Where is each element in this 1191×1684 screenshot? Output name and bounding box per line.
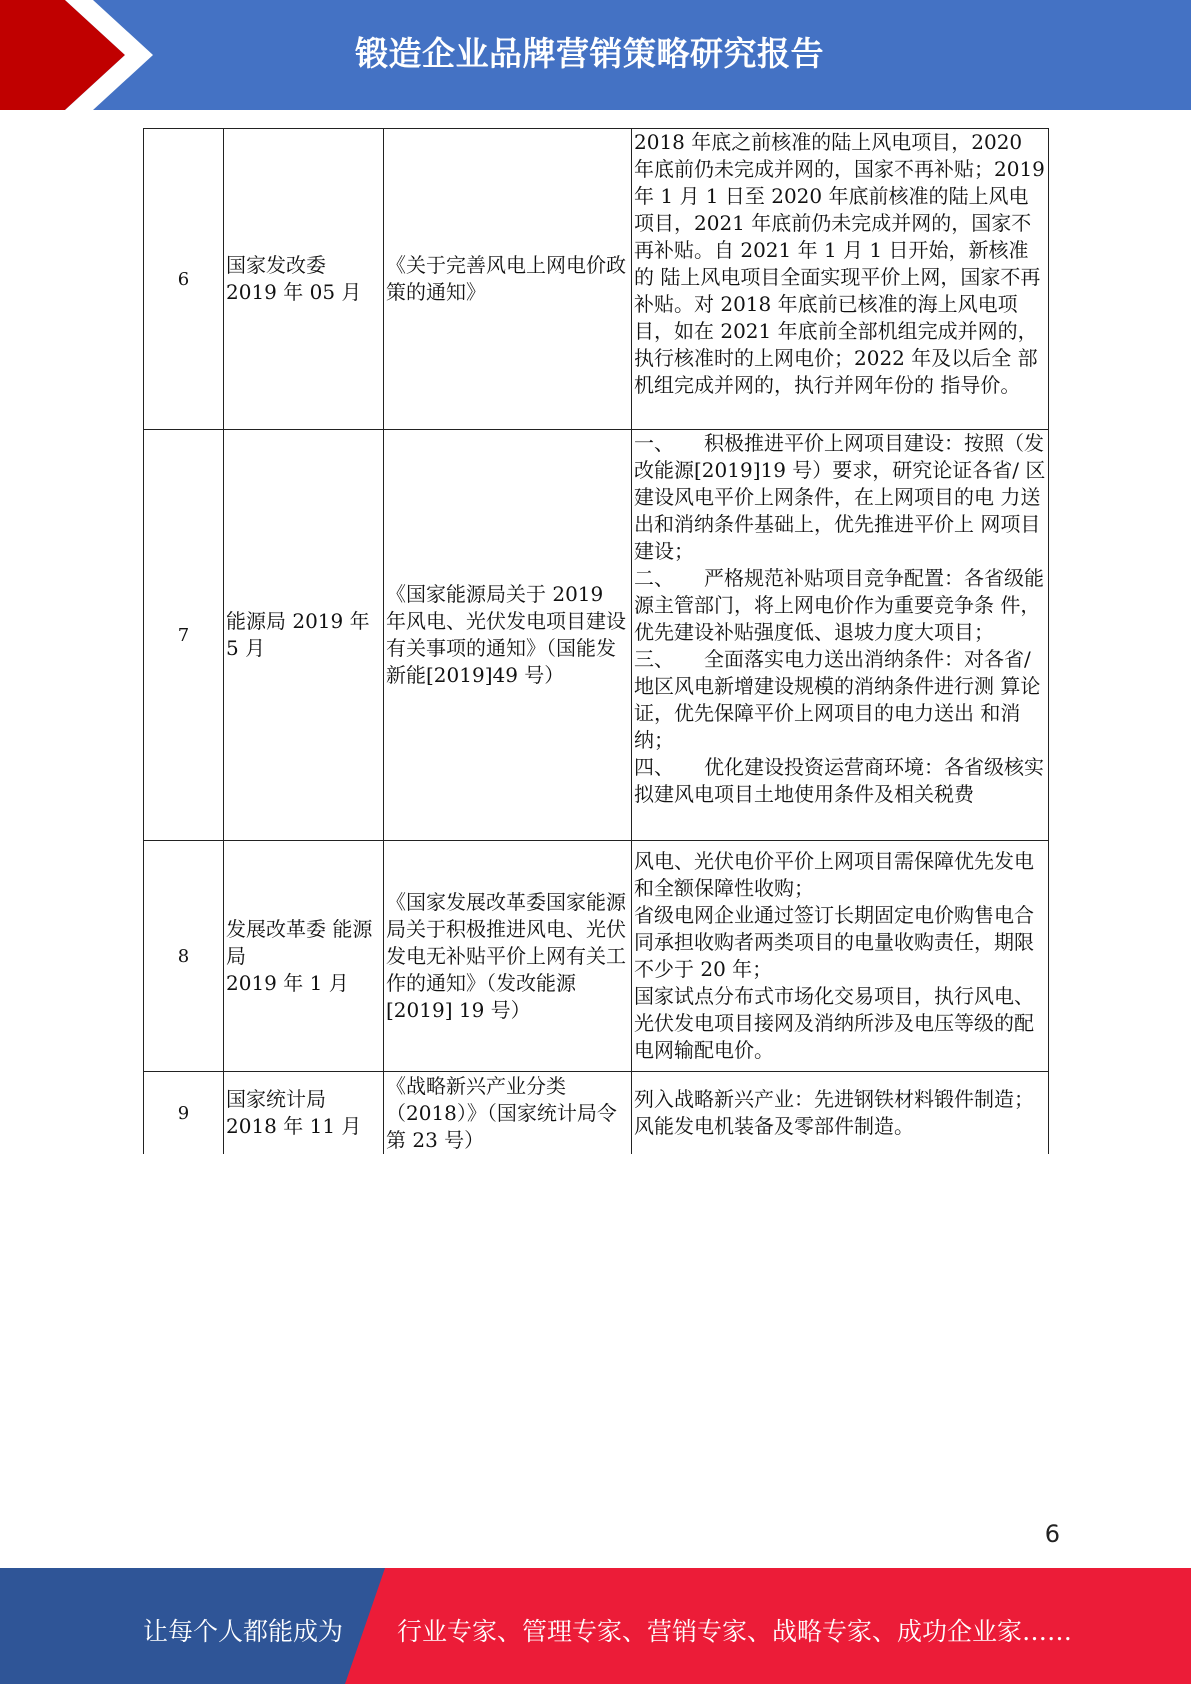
issuer-line: 能源局 2019 年 5 月 bbox=[226, 609, 370, 660]
content-cell bbox=[632, 430, 1048, 840]
content-paragraph: 省级电网企业通过签订长期固定电价购售电合同承担收购者两类项目的电量收购责任，期限不少于 20 年； bbox=[634, 903, 1034, 981]
issuer-line: 国家统计局 bbox=[226, 1087, 326, 1111]
content-paragraph: 2018 年底之前核准的陆上风电项目，2020 年底前仍未完成并网的，国家不再补贴；2019 年 1 月 1 日至 2020 年底前核准的陆上风电项目，2021 年底前仍未完成并网的，国家不再补贴。自 2021 年 1 月 1 日开始，新核准的 陆上风电项目全面实现平价上网，国家不再 补贴。对 2018 年底前已核准的海上风电项 目，如在 2021 年底前全部机组完成并网的， 执行核准时的上网电价；2022 年及以后全 部机组完成并网的，执行并网年份的 指导价。 bbox=[634, 130, 1045, 397]
row-number: 7 bbox=[144, 430, 224, 840]
document-title: 《国家能源局关于 2019 年风电、光伏发电项目建设有关事项的通知》（国能发新能[2019]49 号） bbox=[386, 582, 626, 687]
issuer-line: 2019 年 1 月 bbox=[226, 970, 349, 995]
footer-slogan-right: 行业专家、管理专家、营销专家、战略专家、成功企业家…… bbox=[397, 1617, 1073, 1646]
row-number: 8 bbox=[144, 841, 224, 1071]
content-cell bbox=[632, 1072, 1048, 1154]
document-cell bbox=[384, 430, 632, 840]
page-number: 6 bbox=[1044, 1520, 1060, 1548]
document-cell bbox=[384, 1072, 632, 1154]
document-title: 《国家发展改革委国家能源局关于积极推进风电、光伏发电无补贴平价上网有关工作的通知》（发改能源[2019] 19 号） bbox=[386, 889, 626, 1022]
content-paragraph: 二、 严格规范补贴项目竞争配置：各省级能 源主管部门，将上网电价作为重要竞争条 件，优先建设补贴强度低、退坡力度大项目； bbox=[634, 566, 1044, 644]
issuer-cell bbox=[224, 841, 384, 1071]
issuer-line: 2019 年 05 月 bbox=[226, 280, 362, 304]
document-title: 《战略新兴产业分类（2018）》（国家统计局令第 23 号） bbox=[386, 1073, 617, 1152]
content-paragraph: 国家试点分布式市场化交易项目，执行风电、光伏发电项目接网及消纳所涉及电压等级的配电网输配电价。 bbox=[634, 984, 1034, 1062]
page-footer bbox=[0, 1568, 1191, 1684]
content-cell bbox=[632, 841, 1048, 1071]
footer-slogan-left: 让每个人都能成为 bbox=[143, 1617, 344, 1646]
page-header bbox=[0, 0, 1191, 110]
content-paragraph: 风电、光伏电价平价上网项目需保障优先发电和全额保障性收购； bbox=[634, 849, 1034, 900]
report-title: 锻造企业品牌营销策略研究报告 bbox=[355, 34, 824, 73]
table-row bbox=[144, 841, 1048, 1072]
issuer-line: 国家发改委 bbox=[226, 253, 326, 277]
row-number: 9 bbox=[144, 1072, 224, 1154]
row-number: 6 bbox=[144, 129, 224, 429]
content-cell bbox=[632, 129, 1048, 429]
table-row bbox=[144, 129, 1048, 430]
issuer-cell bbox=[224, 1072, 384, 1154]
table-row bbox=[144, 430, 1048, 841]
document-title: 《关于完善风电上网电价政策的通知》 bbox=[386, 253, 626, 304]
issuer-line: 2018 年 11 月 bbox=[226, 1114, 362, 1138]
issuer-cell bbox=[224, 129, 384, 429]
table-row bbox=[144, 1072, 1048, 1154]
content-paragraph: 列入战略新兴产业：先进钢铁材料锻件制造；风能发电机装备及零部件制造。 bbox=[634, 1087, 1034, 1138]
content-paragraph: 三、 全面落实电力送出消纳条件：对各省/ 地区风电新增建设规模的消纳条件进行测 算论证，优先保障平价上网项目的电力送出 和消纳； bbox=[634, 647, 1041, 752]
content-paragraph: 四、 优化建设投资运营商环境：各省级核实 拟建风电项目土地使用条件及相关税费 bbox=[634, 755, 1044, 806]
issuer-cell bbox=[224, 430, 384, 840]
header-arrow-decoration bbox=[0, 0, 170, 110]
content-paragraph: 一、 积极推进平价上网项目建设：按照（发 改能源[2019]19 号）要求，研究论证各省/ 区建设风电平价上网条件，在上网项目的电 力送出和消纳条件基础上，优先推进平价上 网项目建设； bbox=[634, 431, 1046, 563]
document-cell bbox=[384, 841, 632, 1071]
document-cell bbox=[384, 129, 632, 429]
policy-table bbox=[143, 128, 1049, 1154]
issuer-line: 发展改革委 能源局 bbox=[226, 916, 373, 968]
